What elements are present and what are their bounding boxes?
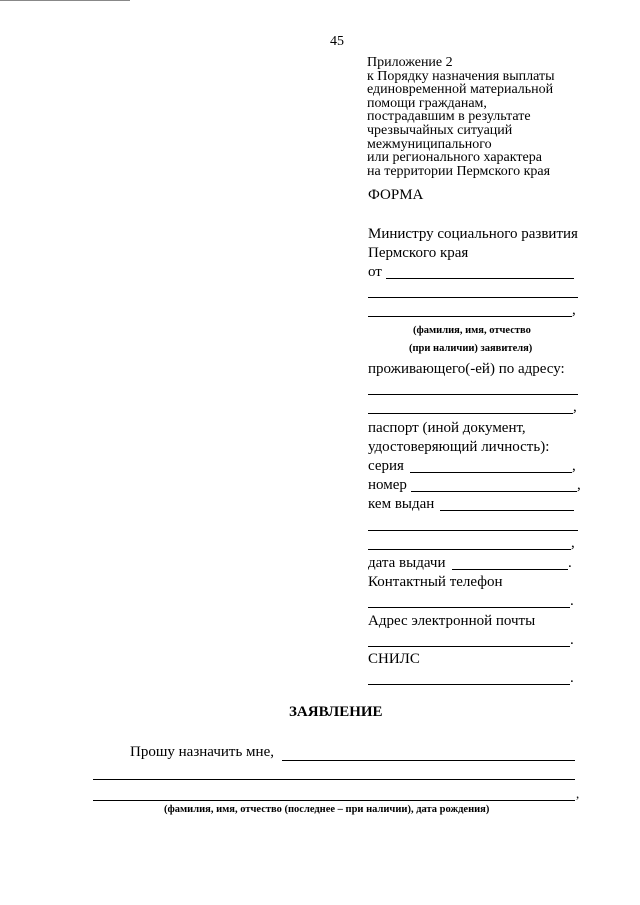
issued-by-blank-line[interactable]	[440, 510, 574, 511]
snils-label: СНИЛС	[368, 651, 420, 667]
issue-date-blank-line[interactable]	[452, 569, 568, 570]
series-blank-line[interactable]	[410, 472, 572, 473]
comma-mark: ,	[576, 786, 580, 801]
appendix-header	[367, 56, 555, 178]
passport-label-2: удостоверяющий личность):	[368, 439, 550, 455]
series-label: серия	[368, 458, 404, 474]
statement-request: Прошу назначить мне,	[130, 744, 274, 760]
appendix-line: пострадавшим в результате	[367, 109, 531, 125]
request-blank-line[interactable]	[93, 779, 575, 780]
number-blank-line[interactable]	[411, 491, 577, 492]
snils-blank-line[interactable]	[368, 684, 570, 685]
appendix-line: Приложение 2	[367, 55, 453, 70]
form-label: ФОРМА	[368, 187, 424, 203]
email-label: Адрес электронной почты	[368, 613, 536, 629]
comma-mark: ,	[577, 477, 581, 493]
period-mark: .	[570, 670, 574, 686]
name-caption-line-1: (фамилия, имя, отчество	[413, 325, 531, 336]
statement-title: ЗАЯВЛЕНИЕ	[289, 704, 383, 720]
bottom-caption: (фамилия, имя, отчество (последнее – при наличии), дата рождения)	[164, 804, 490, 815]
appendix-line: межмуниципального	[367, 136, 492, 152]
phone-label: Контактный телефон	[368, 574, 503, 590]
address-blank-line[interactable]	[368, 394, 578, 395]
issued-by-blank-line[interactable]	[368, 530, 578, 531]
period-mark: .	[568, 555, 572, 571]
appendix-line: единовременной материальной	[367, 82, 554, 98]
period-mark: .	[570, 593, 574, 609]
email-blank-line[interactable]	[368, 646, 570, 647]
comma-mark: ,	[571, 535, 575, 551]
from-label: от	[368, 264, 382, 280]
addressee-line-2: Пермского края	[368, 245, 469, 261]
applicant-blank-line[interactable]	[368, 316, 572, 317]
issued-by-blank-line[interactable]	[368, 549, 571, 550]
request-blank-line[interactable]	[282, 760, 575, 761]
number-label: номер	[368, 477, 407, 493]
name-caption-line-2: (при наличии) заявителя)	[409, 343, 533, 354]
period-mark: .	[570, 632, 574, 648]
passport-label-1: паспорт (иной документ,	[368, 420, 526, 436]
comma-mark: ,	[573, 399, 577, 415]
phone-blank-line[interactable]	[368, 607, 570, 608]
issued-by-label: кем выдан	[368, 496, 435, 512]
from-blank-line[interactable]	[386, 278, 574, 279]
scan-edge-rule	[0, 0, 130, 1]
appendix-line: чрезвычайных ситуаций	[367, 122, 513, 138]
applicant-blank-line[interactable]	[368, 297, 578, 298]
issue-date-label: дата выдачи	[368, 555, 446, 571]
comma-mark: ,	[572, 458, 576, 474]
address-blank-line[interactable]	[368, 413, 573, 414]
appendix-line: к Порядку назначения выплаты	[367, 68, 555, 84]
addressee-line-1: Министру социального развития	[368, 226, 578, 242]
page-number: 45	[330, 34, 344, 49]
comma-mark: ,	[572, 302, 576, 318]
request-blank-line[interactable]	[93, 800, 575, 801]
appendix-line: на территории Пермского края	[367, 163, 551, 179]
appendix-line: или регионального характера	[367, 150, 542, 166]
residing-label: проживающего(-ей) по адресу:	[368, 361, 565, 377]
appendix-line: помощи гражданам,	[367, 95, 487, 111]
